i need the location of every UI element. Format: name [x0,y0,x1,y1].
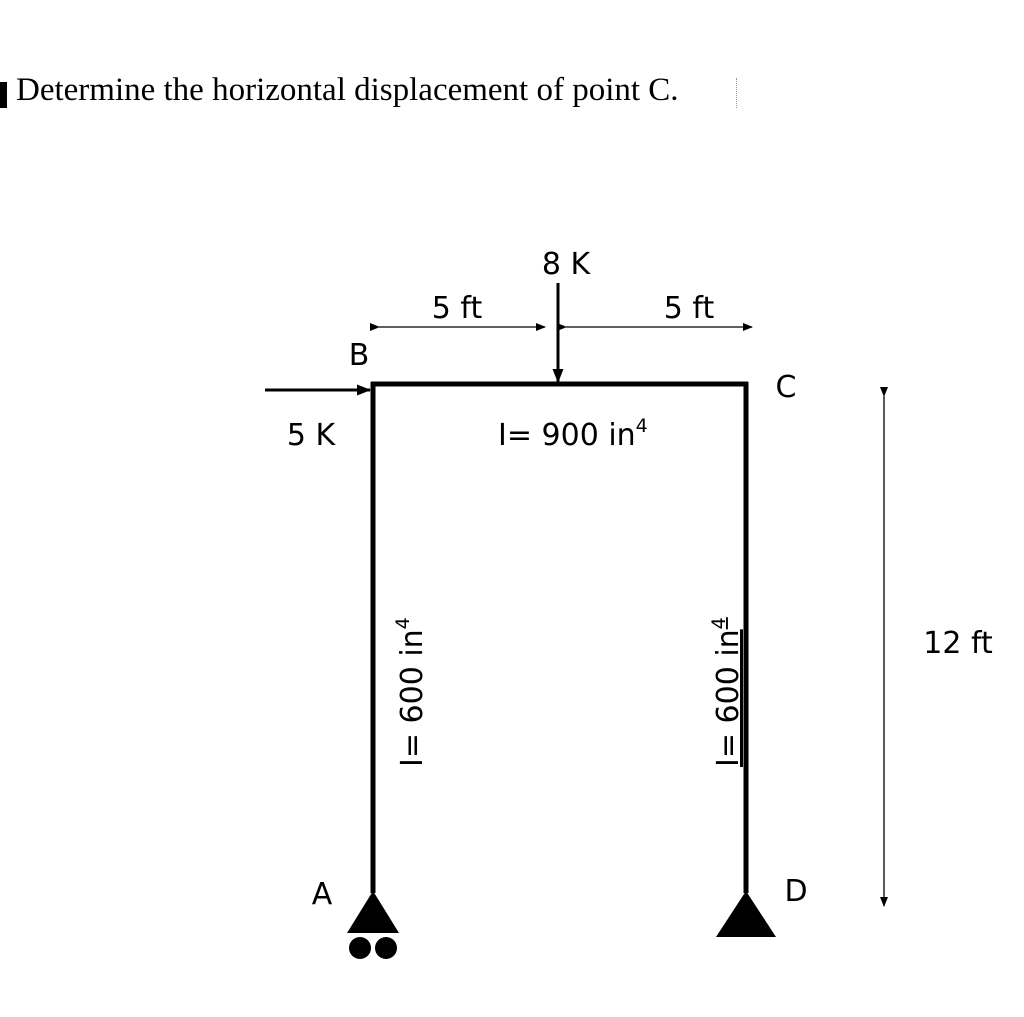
pin-support-a [347,891,399,933]
roller-wheel-right [375,937,397,959]
horizontal-load-label: 5 K [286,418,336,453]
left-column-moment-text: I= 600 in [395,629,430,767]
left-column-moment-of-inertia [392,617,430,767]
node-label-a: A [311,877,333,912]
right-column-moment-text: I= 600 in [711,629,746,767]
question-text: Determine the horizontal displacement of point C. [16,72,679,108]
beam-moment-of-inertia [498,415,648,453]
pin-support-d [716,891,776,937]
right-span-label: 5 ft [663,291,715,326]
left-column-moment-exponent: 4 [392,617,414,630]
node-label-d: D [784,874,808,909]
vertical-load-label: 8 K [541,247,591,282]
roller-wheel-left [349,937,371,959]
node-label-c: C [775,370,797,405]
right-column-moment-of-inertia [708,617,746,767]
beam-moment-text: I= 900 in [498,418,636,453]
right-column-moment-exponent: 4 [708,617,730,630]
beam-moment-exponent: 4 [635,415,648,437]
height-label: 12 ft [923,626,993,661]
node-label-b: B [348,338,370,373]
left-span-label: 5 ft [431,291,483,326]
